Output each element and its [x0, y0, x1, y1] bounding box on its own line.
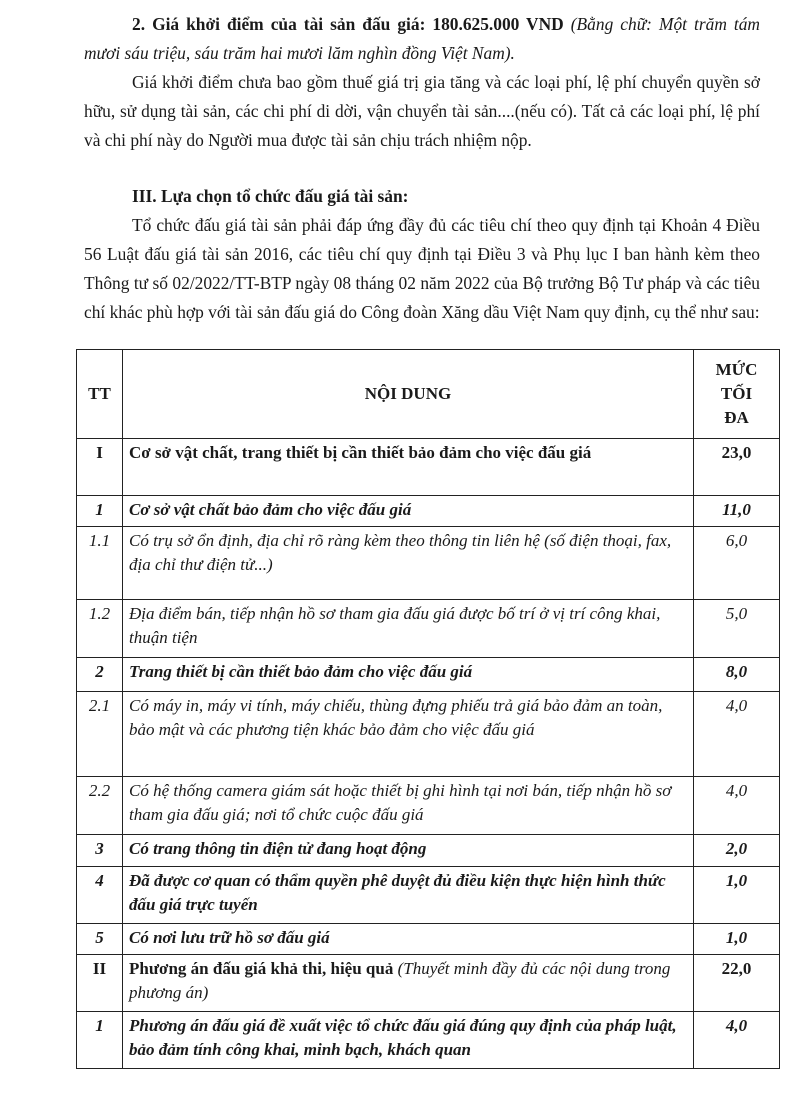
row-tt: 5 — [77, 924, 123, 955]
table-row — [77, 867, 780, 924]
row-score: 1,0 — [694, 867, 780, 924]
header-max-score: MỨC TỐI ĐA — [694, 350, 780, 439]
table-row — [77, 496, 780, 527]
row-content: Có máy in, máy vi tính, máy chiếu, thùng đựng phiếu trả giá bảo đảm an toàn, bảo mật và các phương tiện khác bảo đảm cho việc đấu giá — [123, 692, 694, 777]
row-tt: 1 — [77, 1012, 123, 1069]
row-tt: 4 — [77, 867, 123, 924]
starting-price-in-words: (Bằng chữ: Một trăm tám mươi sáu triệu, sáu trăm hai mươi lăm nghìn đồng Việt Nam). — [84, 14, 760, 63]
row-score: 2,0 — [694, 835, 780, 867]
row-content: Đã được cơ quan có thẩm quyền phê duyệt đủ điều kiện thực hiện hình thức đấu giá trực tuyến — [123, 867, 694, 924]
price-note-paragraph: Giá khởi điểm chưa bao gồm thuế giá trị gia tăng và các loại phí, lệ phí chuyển quyền sở hữu, sử dụng tài sản, các chi phí di dời, vận chuyển tài sản....(nếu có). Tất cả các loại phí, lệ phí và chi phí này do Người mua được tài sản chịu trách nhiệm nộp. — [84, 72, 760, 150]
table-header-row — [77, 350, 780, 439]
row-content — [123, 955, 694, 1012]
criteria-table — [76, 349, 780, 1069]
row-tt: I — [77, 439, 123, 496]
starting-price-heading: 2. Giá khởi điểm của tài sản đấu giá: 180.625.000 VND — [132, 14, 564, 34]
row-tt: 1.1 — [77, 527, 123, 600]
row-tt: 3 — [77, 835, 123, 867]
row-score: 4,0 — [694, 777, 780, 835]
table-row — [77, 527, 780, 600]
row-score: 6,0 — [694, 527, 780, 600]
table-row — [77, 777, 780, 835]
row-score: 4,0 — [694, 1012, 780, 1069]
header-tt: TT — [77, 350, 123, 439]
row-content: Có trang thông tin điện tử đang hoạt động — [123, 835, 694, 867]
section-3-heading: III. Lựa chọn tổ chức đấu giá tài sản: — [132, 186, 409, 206]
table-row — [77, 955, 780, 1012]
row-content: Trang thiết bị cần thiết bảo đảm cho việc đấu giá — [123, 658, 694, 692]
row-score: 11,0 — [694, 496, 780, 527]
table-row — [77, 1012, 780, 1069]
row-content: Có hệ thống camera giám sát hoặc thiết bị ghi hình tại nơi bán, tiếp nhận hồ sơ tham gia đấu giá; nơi tổ chức cuộc đấu giá — [123, 777, 694, 835]
row-content: Cơ sở vật chất, trang thiết bị cần thiết bảo đảm cho việc đấu giá — [123, 439, 694, 496]
section-3-intro: Tổ chức đấu giá tài sản phải đáp ứng đầy đủ các tiêu chí theo quy định tại Khoản 4 Điều 56 Luật đấu giá tài sản 2016, các tiêu chí quy định tại Điều 3 và Phụ lục I ban hành kèm theo Thông tư số 02/2022/TT-BTP ngày 08 tháng 02 năm 2022 của Bộ trưởng Bộ Tư pháp và các tiêu chí khác phù hợp với tài sản đấu giá do Công đoàn Xăng dầu Việt Nam quy định, cụ thể như sau: — [84, 215, 760, 322]
table-row — [77, 835, 780, 867]
row-content: Có trụ sở ổn định, địa chỉ rõ ràng kèm theo thông tin liên hệ (số điện thoại, fax, địa chỉ thư điện tử...) — [123, 527, 694, 600]
table-row — [77, 658, 780, 692]
row-content: Có nơi lưu trữ hồ sơ đấu giá — [123, 924, 694, 955]
row-score: 5,0 — [694, 600, 780, 658]
table-row — [77, 692, 780, 777]
row-score: 8,0 — [694, 658, 780, 692]
table-row — [77, 439, 780, 496]
table-row — [77, 924, 780, 955]
row-content: Địa điểm bán, tiếp nhận hồ sơ tham gia đấu giá được bố trí ở vị trí công khai, thuận tiện — [123, 600, 694, 658]
row-tt: II — [77, 955, 123, 1012]
row-tt: 1.2 — [77, 600, 123, 658]
row-content-note: (Thuyết minh đầy đủ các nội dung trong phương án) — [129, 959, 671, 1002]
row-tt: 2.2 — [77, 777, 123, 835]
row-content-main: Phương án đấu giá khả thi, hiệu quả — [129, 959, 394, 978]
row-content: Phương án đấu giá đề xuất việc tổ chức đấu giá đúng quy định của pháp luật, bảo đảm tính công khai, minh bạch, khách quan — [123, 1012, 694, 1069]
row-score: 1,0 — [694, 924, 780, 955]
header-content: NỘI DUNG — [123, 350, 694, 439]
row-score: 4,0 — [694, 692, 780, 777]
row-tt: 2.1 — [77, 692, 123, 777]
row-tt: 2 — [77, 658, 123, 692]
row-score: 22,0 — [694, 955, 780, 1012]
table-row — [77, 600, 780, 658]
row-content: Cơ sở vật chất bảo đảm cho việc đấu giá — [123, 496, 694, 527]
starting-price-paragraph — [84, 10, 760, 68]
row-score: 23,0 — [694, 439, 780, 496]
row-tt: 1 — [77, 496, 123, 527]
